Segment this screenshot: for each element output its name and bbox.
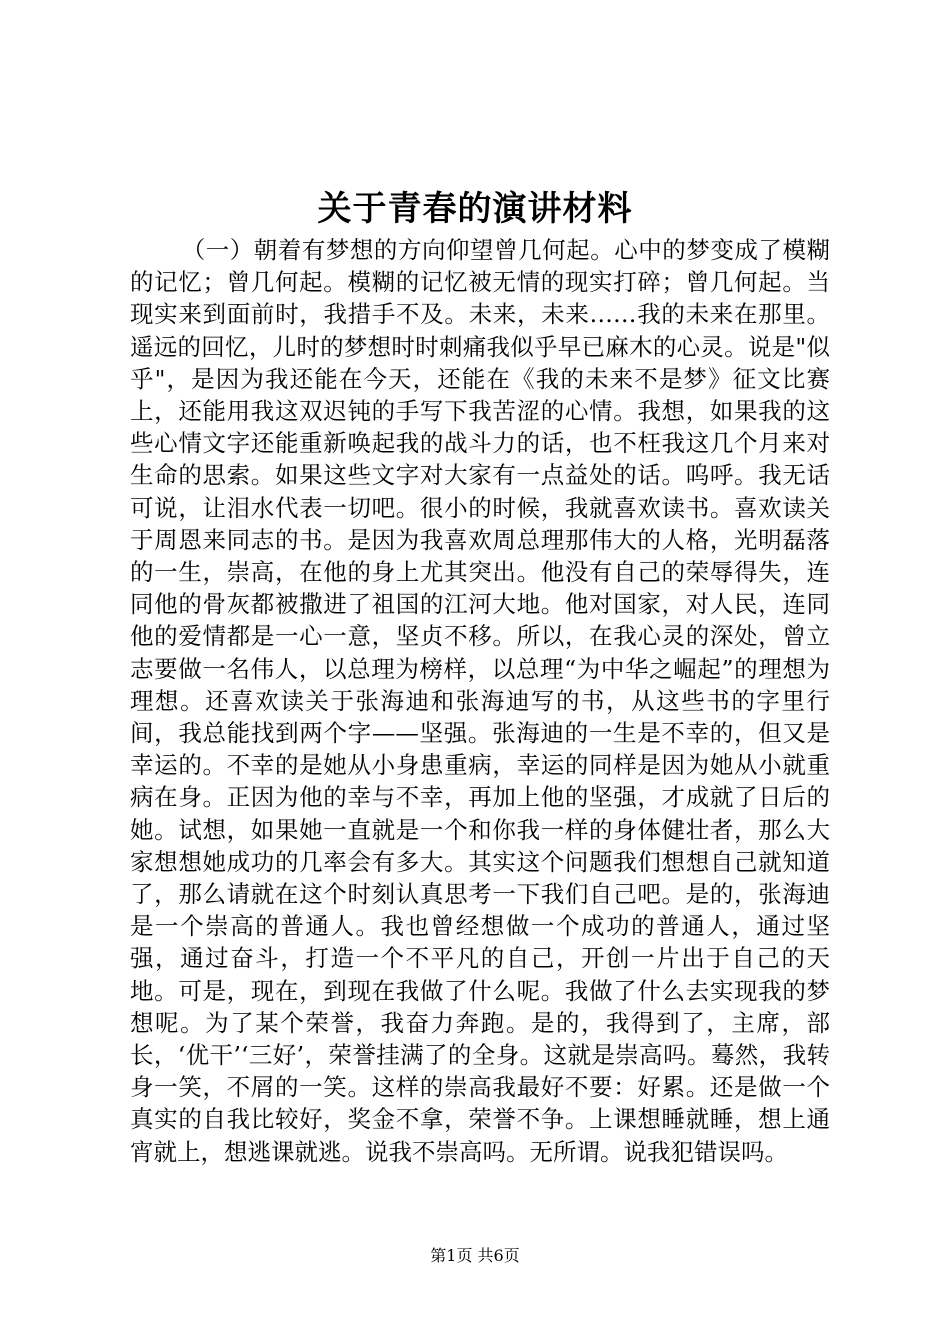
document-title: 关于青春的演讲材料 xyxy=(317,189,633,229)
body-paragraph: （一）朝着有梦想的方向仰望曾几何起。心中的梦变成了模糊的记忆；曾几何起。模糊的记忆被无情的现实打碎；曾几何起。当现实来到面前时，我措手不及。未来，未来……我的未来在那里。遥远的回忆，儿时的梦想时时刺痛我似乎早已麻木的心灵。说是"似乎"，是因为我还能在今天，还能在《我的未来不是梦》征文比赛上，还能用我这双迟钝的手写下我苦涩的心情。我想，如果我的这些心情文字还能重新唤起我的战斗力的话，也不枉我这几个月来对生命的思索。如果这些文字对大家有一点益处的话。呜呼。我无话可说，让泪水代表一切吧。很小的时候，我就喜欢读书。喜欢读关于周恩来同志的书。是因为我喜欢周总理那伟大的人格，光明磊落的一生，崇高，在他的身上尤其突出。他没有自己的荣辱得失，连同他的骨灰都被撒进了祖国的江河大地。他对国家，对人民，连同他的爱情都是一心一意，坚贞不移。所以，在我心灵的深处，曾立志要做一名伟人，以总理为榜样，以总理“为中华之崛起”的理想为理想。还喜欢读关于张海迪和张海迪写的书，从这些书的字里行间，我总能找到两个字——坚强。张海迪的一生是不幸的，但又是幸运的。不幸的是她从小身患重病，幸运的同样是因为她从小就重病在身。正因为他的幸与不幸，再加上他的坚强，才成就了日后的她。试想，如果她一直就是一个和你我一样的身体健壮者，那么大家想想她成功的几率会有多大。其实这个问题我们想想自己就知道了，那么请就在这个时刻认真思考一下我们自己吧。是的，张海迪是一个崇高的普通人。我也曾经想做一个成功的普通人，通过坚强，通过奋斗，打造一个不平凡的自己，开创一片出于自己的天地。可是，现在，到现在我做了什么呢。我做了什么去实现我的梦想呢。为了某个荣誉，我奋力奔跑。是的，我得到了，主席，部长，‘优干’‘三好’，荣誉挂满了的全身。这就是崇高吗。蓦然，我转身一笑，不屑的一笑。这样的崇高我最好不要：好累。还是做一个真实的自我比较好，奖金不拿，荣誉不争。上课想睡就睡，想上通宵就上，想逃课就逃。说我不崇高吗。无所谓。说我犯错误吗。 xyxy=(130,236,830,1166)
page-number-footer: 第1页 共6页 xyxy=(430,1246,520,1265)
